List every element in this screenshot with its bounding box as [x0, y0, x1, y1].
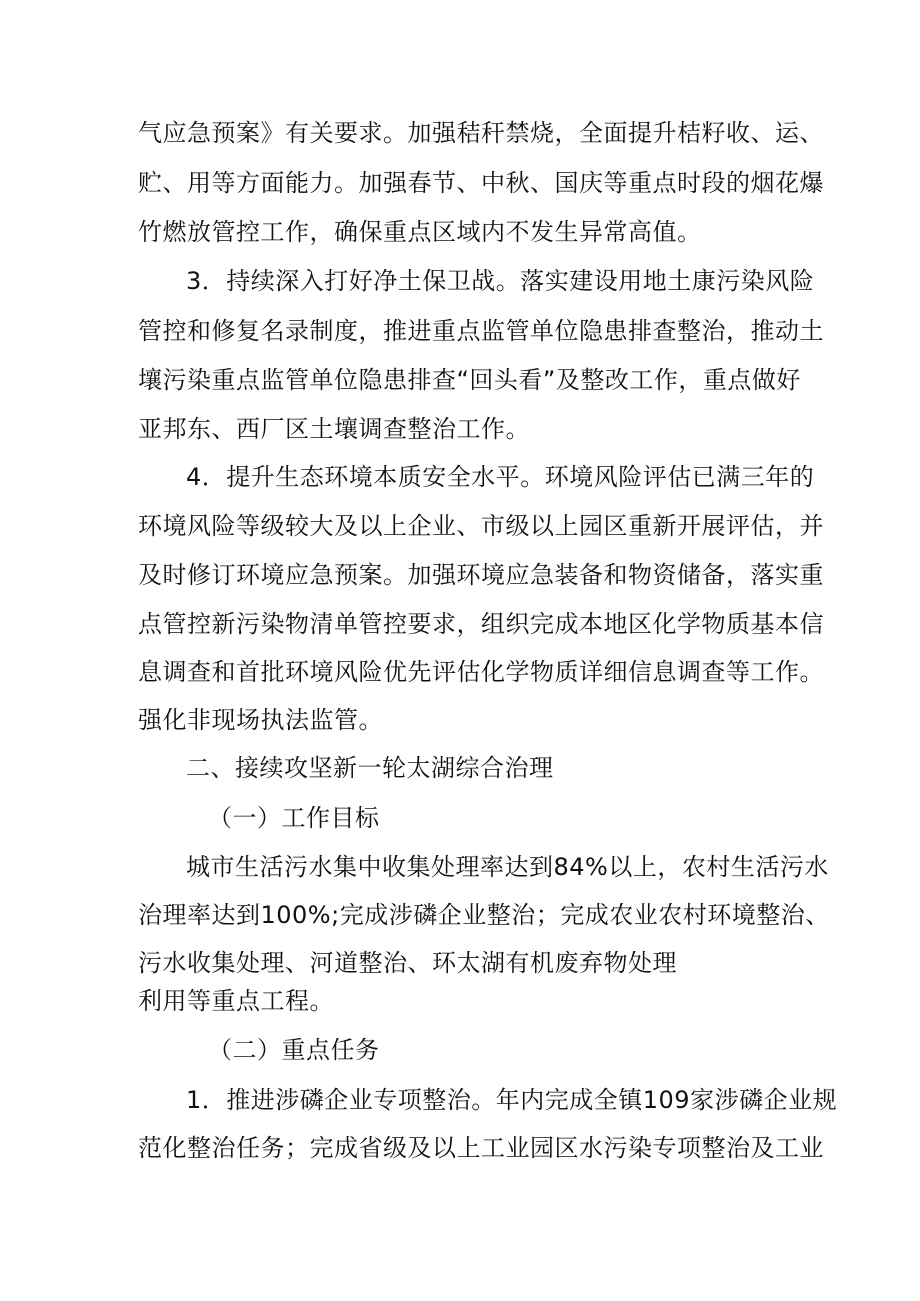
text-line: 点管控新污染物清单管控要求，组织完成本地区化学物质基本信 [138, 610, 824, 638]
subsection-heading: （二）重点任务 [208, 1036, 380, 1064]
text-line: 范化整治任务；完成省级及以上工业园区水污染专项整治及工业 [138, 1134, 824, 1162]
text-line: 污水收集处理、河道整治、环太湖有机废弃物处理 [138, 949, 677, 977]
text-line: 息调查和首批环境风险优先评估化学物质详细信息调查等工作。 [138, 658, 824, 686]
text-line: 利用等重点工程。 [138, 987, 334, 1015]
paragraph-heading: 3．持续深入打好净土保卫战。落实建设用地土康污染风险 [186, 267, 815, 295]
text-line: 管控和修复名录制度，推进重点监管单位隐患排查整治，推动土 [138, 317, 824, 345]
paragraph-heading: 1．推进涉磷企业专项整治。年内完成全镇109家涉磷企业规 [186, 1086, 838, 1114]
text-line: 治理率达到100%;完成涉磷企业整治；完成农业农村环境整治、 [138, 901, 830, 929]
paragraph-heading: 4．提升生态环境本质安全水平。环境风险评估已满三年的 [186, 463, 815, 491]
text-line: 亚邦东、西厂区土壤调查整治工作。 [138, 415, 530, 443]
subsection-heading: （一）工作目标 [208, 804, 380, 832]
text-line: 气应急预案》有关要求。加强秸秆禁烧，全面提升桔籽收、运、 [138, 119, 824, 147]
text-line: 及时修订环境应急预案。加强环境应急装备和物资储备，落实重 [138, 561, 824, 589]
text-line: 贮、用等方面能力。加强春节、中秋、国庆等重点时段的烟花爆 [138, 169, 824, 197]
text-line: 壤污染重点监管单位隐患排查“回头看”及整改工作，重点做好 [138, 366, 801, 394]
text-line: 城市生活污水集中收集处理率达到84%以上，农村生活污水 [186, 853, 829, 881]
text-line: 强化非现场执法监管。 [138, 706, 383, 734]
text-line: 竹燃放管控工作，确保重点区域内不发生异常高值。 [138, 218, 702, 246]
section-heading: 二、接续攻坚新一轮太湖综合治理 [186, 754, 554, 782]
text-line: 环境风险等级较大及以上企业、市级以上园区重新开展评估，并 [138, 512, 824, 540]
